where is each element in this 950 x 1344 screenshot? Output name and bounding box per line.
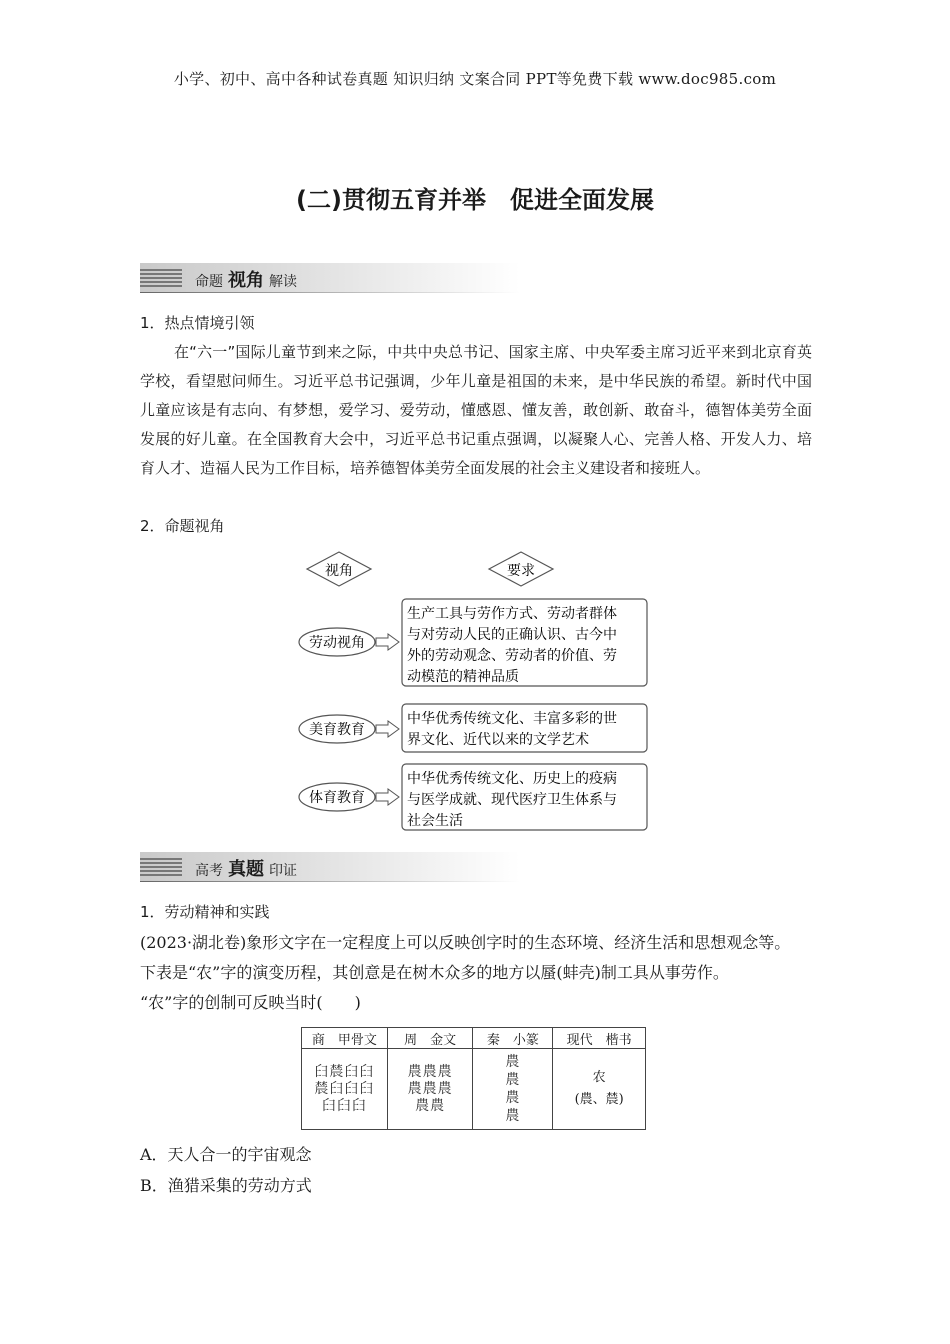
band-pre: 高考 [195, 863, 223, 879]
perspective-diagram [295, 548, 660, 838]
band-post: 解读 [269, 274, 297, 290]
section-band-proposition [140, 263, 520, 293]
glyph-row: 農 [505, 1090, 521, 1106]
glyph-row: 農 [505, 1108, 521, 1124]
band-stripes [140, 269, 182, 287]
glyph-row: 農 [505, 1072, 521, 1088]
section-band-exam [140, 852, 520, 882]
glyph-row: 𦥑𦥑𦥑 [321, 1097, 367, 1114]
band-big: 真题 [228, 859, 264, 880]
glyph-row: 農 [505, 1054, 521, 1070]
modern-char: 农 [592, 1070, 606, 1085]
box-labor-line: 生产工具与劳作方式、劳动者群体 [407, 606, 617, 622]
question-line: “农”字的创制可反映当时( ) [140, 993, 361, 1012]
box-physical-line: 中华优秀传统文化、历史上的疫病 [407, 771, 617, 787]
box-aesthetic-line: 界文化、近代以来的文学艺术 [407, 732, 589, 748]
jinwen-cell [387, 1049, 473, 1130]
question-line: (2023·湖北卷)象形文字在一定程度上可以反映创字时的生态环境、经济生活和思想观念等。 [140, 933, 791, 952]
arrow-icon [376, 634, 399, 650]
table-header: 商 甲骨文 [302, 1028, 388, 1049]
label-labor: 劳动视角 [309, 635, 365, 651]
box-physical-line: 社会生活 [407, 813, 463, 829]
label-physical: 体育教育 [309, 790, 365, 806]
box-aesthetic-line: 中华优秀传统文化、丰富多彩的世 [407, 711, 617, 727]
box-labor-line: 外的劳动观念、劳动者的价值、劳 [407, 648, 617, 664]
diagram-header-right: 要求 [507, 563, 535, 579]
question-line: 下表是“农”字的演变历程，其创意是在树木众多的地方以蜃(蚌壳)制工具从事劳作。 [140, 963, 729, 982]
glyph-row: 農農農 [407, 1063, 453, 1080]
box-labor-line: 动模范的精神品质 [407, 669, 519, 685]
arrow-icon [376, 789, 399, 805]
glyph-row: 農農農 [407, 1080, 453, 1097]
page-title: (二)贯彻五育并举 促进全面发展 [296, 186, 654, 214]
table-header: 周 金文 [387, 1028, 473, 1049]
glyph-row: 辳𦥑𦥑𦥑 [314, 1080, 375, 1097]
s2-heading-1: 1．劳动精神和实践 [140, 903, 270, 921]
s1-paragraph: 在“六一”国际儿童节到来之际，中共中央总书记、国家主席、中央军委主席习近平来到北京育英学校，看望慰问师生。习近平总书记强调，少年儿童是祖国的未来，是中华民族的希望。新时代中国儿童应该是有志向、有梦想，爱学习、爱劳动，懂感恩、懂友善，敢创新、敢奋斗，德智体美劳全面发展的好儿童。在全国教育大会中，习近平总书记重点强调，以凝聚人心、完善人格、开发人力、培育人才、造福人民为工作目标，培养德智体美劳全面发展的社会主义建设者和接班人。 [140, 343, 812, 477]
glyph-row: 𦥑辳𦥑𦥑 [314, 1063, 375, 1080]
kaishu-cell [553, 1049, 646, 1130]
character-evolution-table [301, 1027, 646, 1130]
band-stripes [140, 858, 182, 876]
jiaguwen-cell [302, 1049, 388, 1130]
glyph-row: 農農 [415, 1097, 446, 1114]
band-pre: 命题 [195, 274, 223, 290]
table-header: 秦 小篆 [473, 1028, 553, 1049]
table-header: 现代 楷书 [553, 1028, 646, 1049]
box-physical-line: 与医学成就、现代医疗卫生体系与 [407, 792, 617, 808]
xiaozhuan-cell [473, 1049, 553, 1130]
box-labor-line: 与对劳动人民的正确认识、古今中 [407, 627, 617, 643]
option-b[interactable]: B．渔猎采集的劳动方式 [140, 1176, 312, 1195]
arrow-icon [376, 721, 399, 737]
band-post: 印证 [269, 863, 297, 879]
header-line: 小学、初中、高中各种试卷真题 知识归纳 文案合同 PPT等免费下载 www.doc985.com [173, 70, 777, 88]
diagram-header-left: 视角 [325, 563, 353, 579]
option-a[interactable]: A．天人合一的宇宙观念 [140, 1145, 312, 1164]
s1-heading-2: 2．命题视角 [140, 517, 225, 535]
modern-char-alt: (農、辳) [574, 1092, 624, 1107]
s1-heading-1: 1．热点情境引领 [140, 314, 255, 332]
label-aesthetic: 美育教育 [309, 722, 365, 738]
band-big: 视角 [228, 270, 264, 291]
